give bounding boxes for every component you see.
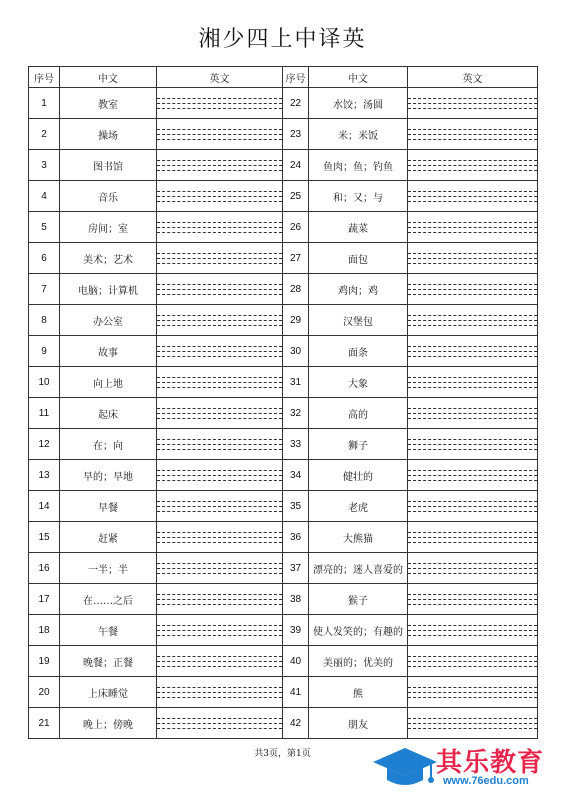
row-number: 17 bbox=[29, 584, 60, 615]
answer-dashed-line bbox=[408, 537, 537, 538]
row-number: 9 bbox=[29, 336, 60, 367]
brand-logo-text: 其乐教育 bbox=[436, 748, 545, 778]
chinese-term: 赶紧 bbox=[60, 522, 157, 553]
row-number: 36 bbox=[283, 522, 309, 553]
english-answer-blank[interactable] bbox=[157, 553, 283, 584]
answer-dashed-line bbox=[408, 165, 537, 166]
answer-dashed-line bbox=[408, 315, 537, 316]
answer-dashed-line bbox=[157, 506, 282, 507]
answer-dashed-line bbox=[157, 666, 282, 667]
answer-dashed-line bbox=[157, 232, 282, 233]
answer-dashed-line bbox=[157, 253, 282, 254]
answer-dashed-line bbox=[157, 439, 282, 440]
answer-dashed-line bbox=[408, 356, 537, 357]
answer-dashed-line bbox=[157, 320, 282, 321]
english-answer-blank[interactable] bbox=[157, 181, 283, 212]
english-answer-blank[interactable] bbox=[157, 398, 283, 429]
answer-dashed-line bbox=[408, 687, 537, 688]
answer-dashed-line bbox=[157, 532, 282, 533]
chinese-term: 教室 bbox=[60, 88, 157, 119]
english-answer-blank[interactable] bbox=[408, 491, 538, 522]
english-answer-blank[interactable] bbox=[157, 150, 283, 181]
english-answer-blank[interactable] bbox=[408, 119, 538, 150]
english-answer-blank[interactable] bbox=[408, 305, 538, 336]
row-number: 12 bbox=[29, 429, 60, 460]
english-answer-blank[interactable] bbox=[157, 677, 283, 708]
answer-dashed-line bbox=[157, 413, 282, 414]
answer-dashed-line bbox=[157, 511, 282, 512]
answer-dashed-line bbox=[157, 139, 282, 140]
answer-dashed-line bbox=[408, 134, 537, 135]
english-answer-blank[interactable] bbox=[157, 88, 283, 119]
answer-dashed-line bbox=[157, 656, 282, 657]
answer-dashed-line bbox=[408, 475, 537, 476]
table-row bbox=[29, 708, 538, 739]
chinese-term: 上床睡觉 bbox=[60, 677, 157, 708]
answer-dashed-line bbox=[157, 604, 282, 605]
english-answer-blank[interactable] bbox=[408, 150, 538, 181]
answer-dashed-line bbox=[157, 165, 282, 166]
english-answer-blank[interactable] bbox=[157, 212, 283, 243]
chinese-term: 大象 bbox=[309, 367, 408, 398]
answer-dashed-line bbox=[157, 346, 282, 347]
answer-dashed-line bbox=[157, 470, 282, 471]
answer-dashed-line bbox=[157, 315, 282, 316]
row-number: 35 bbox=[283, 491, 309, 522]
chinese-term: 蔬菜 bbox=[309, 212, 408, 243]
answer-dashed-line bbox=[157, 191, 282, 192]
english-answer-blank[interactable] bbox=[408, 212, 538, 243]
english-answer-blank[interactable] bbox=[157, 646, 283, 677]
answer-dashed-line bbox=[157, 692, 282, 693]
row-number: 21 bbox=[29, 708, 60, 739]
table-row bbox=[29, 119, 538, 150]
answer-dashed-line bbox=[157, 542, 282, 543]
table-row bbox=[29, 212, 538, 243]
answer-dashed-line bbox=[408, 568, 537, 569]
table-row bbox=[29, 88, 538, 119]
table-row bbox=[29, 305, 538, 336]
table-row bbox=[29, 429, 538, 460]
row-number: 26 bbox=[283, 212, 309, 243]
answer-dashed-line bbox=[408, 346, 537, 347]
chinese-term: 办公室 bbox=[60, 305, 157, 336]
english-answer-blank[interactable] bbox=[408, 553, 538, 584]
chinese-term: 一半；半 bbox=[60, 553, 157, 584]
answer-dashed-line bbox=[408, 382, 537, 383]
answer-dashed-line bbox=[408, 604, 537, 605]
english-answer-blank[interactable] bbox=[157, 119, 283, 150]
english-answer-blank[interactable] bbox=[408, 336, 538, 367]
answer-dashed-line bbox=[157, 475, 282, 476]
answer-dashed-line bbox=[157, 630, 282, 631]
answer-dashed-line bbox=[408, 532, 537, 533]
answer-dashed-line bbox=[408, 480, 537, 481]
answer-dashed-line bbox=[408, 661, 537, 662]
answer-dashed-line bbox=[157, 449, 282, 450]
answer-dashed-line bbox=[408, 325, 537, 326]
chinese-term: 美丽的；优美的 bbox=[309, 646, 408, 677]
answer-dashed-line bbox=[408, 599, 537, 600]
row-number: 4 bbox=[29, 181, 60, 212]
row-number: 13 bbox=[29, 460, 60, 491]
english-answer-blank[interactable] bbox=[408, 522, 538, 553]
row-number: 19 bbox=[29, 646, 60, 677]
english-answer-blank[interactable] bbox=[408, 460, 538, 491]
answer-dashed-line bbox=[157, 201, 282, 202]
chinese-term: 向上地 bbox=[60, 367, 157, 398]
answer-dashed-line bbox=[408, 625, 537, 626]
answer-dashed-line bbox=[157, 382, 282, 383]
answer-dashed-line bbox=[157, 325, 282, 326]
answer-dashed-line bbox=[157, 227, 282, 228]
row-number: 25 bbox=[283, 181, 309, 212]
row-number: 10 bbox=[29, 367, 60, 398]
answer-dashed-line bbox=[408, 129, 537, 130]
chinese-term: 米；米饭 bbox=[309, 119, 408, 150]
chinese-term: 晚上；傍晚 bbox=[60, 708, 157, 739]
answer-dashed-line bbox=[157, 625, 282, 626]
table-row bbox=[29, 243, 538, 274]
answer-dashed-line bbox=[157, 573, 282, 574]
chinese-term: 健壮的 bbox=[309, 460, 408, 491]
english-answer-blank[interactable] bbox=[408, 584, 538, 615]
chinese-term: 房间；室 bbox=[60, 212, 157, 243]
answer-dashed-line bbox=[408, 377, 537, 378]
row-number: 32 bbox=[283, 398, 309, 429]
answer-dashed-line bbox=[157, 687, 282, 688]
answer-dashed-line bbox=[408, 408, 537, 409]
answer-dashed-line bbox=[157, 170, 282, 171]
chinese-term: 漂亮的；迷人喜爱的 bbox=[309, 553, 408, 584]
answer-dashed-line bbox=[408, 387, 537, 388]
row-number: 22 bbox=[283, 88, 309, 119]
answer-dashed-line bbox=[408, 630, 537, 631]
row-number: 30 bbox=[283, 336, 309, 367]
table-row bbox=[29, 460, 538, 491]
answer-dashed-line bbox=[157, 418, 282, 419]
row-number: 5 bbox=[29, 212, 60, 243]
english-answer-blank[interactable] bbox=[157, 305, 283, 336]
header-cn: 中文 bbox=[60, 67, 157, 88]
answer-dashed-line bbox=[157, 103, 282, 104]
answer-dashed-line bbox=[408, 191, 537, 192]
answer-dashed-line bbox=[157, 129, 282, 130]
answer-dashed-line bbox=[408, 573, 537, 574]
chinese-term: 起床 bbox=[60, 398, 157, 429]
chinese-term: 水饺；汤圆 bbox=[309, 88, 408, 119]
answer-dashed-line bbox=[408, 418, 537, 419]
row-number: 42 bbox=[283, 708, 309, 739]
header-no: 序号 bbox=[29, 67, 60, 88]
table-row bbox=[29, 274, 538, 305]
answer-dashed-line bbox=[408, 449, 537, 450]
row-number: 6 bbox=[29, 243, 60, 274]
vocab-table bbox=[28, 66, 538, 739]
english-answer-blank[interactable] bbox=[157, 336, 283, 367]
answer-dashed-line bbox=[157, 222, 282, 223]
page-title: 湘少四上中译英 bbox=[198, 27, 367, 52]
header-no: 序号 bbox=[283, 67, 309, 88]
page-footer: 共3页，第1页 bbox=[254, 749, 311, 759]
answer-dashed-line bbox=[157, 480, 282, 481]
table-row bbox=[29, 615, 538, 646]
row-number: 23 bbox=[283, 119, 309, 150]
table-row bbox=[29, 336, 538, 367]
answer-dashed-line bbox=[157, 661, 282, 662]
row-number: 16 bbox=[29, 553, 60, 584]
answer-dashed-line bbox=[157, 356, 282, 357]
table-row bbox=[29, 584, 538, 615]
answer-dashed-line bbox=[408, 258, 537, 259]
chinese-term: 高的 bbox=[309, 398, 408, 429]
english-answer-blank[interactable] bbox=[408, 708, 538, 739]
table-row bbox=[29, 522, 538, 553]
answer-dashed-line bbox=[157, 258, 282, 259]
answer-dashed-line bbox=[408, 723, 537, 724]
answer-dashed-line bbox=[408, 501, 537, 502]
table-row bbox=[29, 398, 538, 429]
answer-dashed-line bbox=[157, 284, 282, 285]
header-cn: 中文 bbox=[309, 67, 408, 88]
english-answer-blank[interactable] bbox=[408, 615, 538, 646]
answer-dashed-line bbox=[408, 139, 537, 140]
row-number: 40 bbox=[283, 646, 309, 677]
answer-dashed-line bbox=[408, 511, 537, 512]
answer-dashed-line bbox=[408, 439, 537, 440]
answer-dashed-line bbox=[157, 98, 282, 99]
row-number: 27 bbox=[283, 243, 309, 274]
row-number: 34 bbox=[283, 460, 309, 491]
english-answer-blank[interactable] bbox=[408, 181, 538, 212]
english-answer-blank[interactable] bbox=[157, 460, 283, 491]
row-number: 1 bbox=[29, 88, 60, 119]
answer-dashed-line bbox=[408, 170, 537, 171]
english-answer-blank[interactable] bbox=[408, 677, 538, 708]
answer-dashed-line bbox=[157, 108, 282, 109]
answer-dashed-line bbox=[408, 160, 537, 161]
chinese-term: 晚餐；正餐 bbox=[60, 646, 157, 677]
answer-dashed-line bbox=[408, 289, 537, 290]
chinese-term: 猴子 bbox=[309, 584, 408, 615]
chinese-term: 图书馆 bbox=[60, 150, 157, 181]
table-row bbox=[29, 491, 538, 522]
answer-dashed-line bbox=[157, 196, 282, 197]
english-answer-blank[interactable] bbox=[157, 584, 283, 615]
answer-dashed-line bbox=[408, 718, 537, 719]
english-answer-blank[interactable] bbox=[157, 367, 283, 398]
chinese-term: 熊 bbox=[309, 677, 408, 708]
english-answer-blank[interactable] bbox=[157, 274, 283, 305]
chinese-term: 早的；早地 bbox=[60, 460, 157, 491]
answer-dashed-line bbox=[408, 594, 537, 595]
chinese-term: 汉堡包 bbox=[309, 305, 408, 336]
chinese-term: 狮子 bbox=[309, 429, 408, 460]
answer-dashed-line bbox=[408, 294, 537, 295]
table-header-row bbox=[29, 67, 538, 88]
chinese-term: 大熊猫 bbox=[309, 522, 408, 553]
header-en: 英文 bbox=[157, 67, 283, 88]
chinese-term: 音乐 bbox=[60, 181, 157, 212]
english-answer-blank[interactable] bbox=[408, 88, 538, 119]
answer-dashed-line bbox=[157, 594, 282, 595]
answer-dashed-line bbox=[408, 470, 537, 471]
row-number: 8 bbox=[29, 305, 60, 336]
answer-dashed-line bbox=[157, 728, 282, 729]
chinese-term: 鱼肉；鱼；钓鱼 bbox=[309, 150, 408, 181]
answer-dashed-line bbox=[157, 501, 282, 502]
row-number: 3 bbox=[29, 150, 60, 181]
answer-dashed-line bbox=[408, 103, 537, 104]
row-number: 38 bbox=[283, 584, 309, 615]
chinese-term: 午餐 bbox=[60, 615, 157, 646]
row-number: 37 bbox=[283, 553, 309, 584]
answer-dashed-line bbox=[157, 289, 282, 290]
answer-dashed-line bbox=[408, 320, 537, 321]
table-row bbox=[29, 553, 538, 584]
chinese-term: 在……之后 bbox=[60, 584, 157, 615]
answer-dashed-line bbox=[157, 351, 282, 352]
chinese-term: 朋友 bbox=[309, 708, 408, 739]
row-number: 33 bbox=[283, 429, 309, 460]
answer-dashed-line bbox=[408, 351, 537, 352]
table-row bbox=[29, 677, 538, 708]
answer-dashed-line bbox=[408, 196, 537, 197]
answer-dashed-line bbox=[408, 692, 537, 693]
row-number: 28 bbox=[283, 274, 309, 305]
chinese-term: 在；向 bbox=[60, 429, 157, 460]
answer-dashed-line bbox=[157, 387, 282, 388]
chinese-term: 和；又；与 bbox=[309, 181, 408, 212]
chinese-term: 面条 bbox=[309, 336, 408, 367]
answer-dashed-line bbox=[408, 728, 537, 729]
row-number: 41 bbox=[283, 677, 309, 708]
chinese-term: 使人发笑的；有趣的 bbox=[309, 615, 408, 646]
table-row bbox=[29, 181, 538, 212]
chinese-term: 操场 bbox=[60, 119, 157, 150]
chinese-term: 老虎 bbox=[309, 491, 408, 522]
answer-dashed-line bbox=[408, 284, 537, 285]
answer-dashed-line bbox=[408, 444, 537, 445]
answer-dashed-line bbox=[408, 413, 537, 414]
answer-dashed-line bbox=[408, 201, 537, 202]
row-number: 2 bbox=[29, 119, 60, 150]
row-number: 31 bbox=[283, 367, 309, 398]
row-number: 18 bbox=[29, 615, 60, 646]
chinese-term: 早餐 bbox=[60, 491, 157, 522]
answer-dashed-line bbox=[157, 568, 282, 569]
answer-dashed-line bbox=[408, 506, 537, 507]
answer-dashed-line bbox=[408, 697, 537, 698]
answer-dashed-line bbox=[408, 542, 537, 543]
english-answer-blank[interactable] bbox=[408, 646, 538, 677]
english-answer-blank[interactable] bbox=[408, 429, 538, 460]
english-answer-blank[interactable] bbox=[157, 615, 283, 646]
answer-dashed-line bbox=[157, 723, 282, 724]
answer-dashed-line bbox=[157, 377, 282, 378]
row-number: 29 bbox=[283, 305, 309, 336]
english-answer-blank[interactable] bbox=[408, 367, 538, 398]
row-number: 11 bbox=[29, 398, 60, 429]
answer-dashed-line bbox=[408, 108, 537, 109]
chinese-term: 电脑；计算机 bbox=[60, 274, 157, 305]
answer-dashed-line bbox=[408, 666, 537, 667]
table-row bbox=[29, 646, 538, 677]
answer-dashed-line bbox=[157, 408, 282, 409]
header-en: 英文 bbox=[408, 67, 538, 88]
answer-dashed-line bbox=[157, 563, 282, 564]
chinese-term: 故事 bbox=[60, 336, 157, 367]
row-number: 15 bbox=[29, 522, 60, 553]
answer-dashed-line bbox=[157, 444, 282, 445]
english-answer-blank[interactable] bbox=[157, 491, 283, 522]
answer-dashed-line bbox=[408, 635, 537, 636]
answer-dashed-line bbox=[408, 222, 537, 223]
english-answer-blank[interactable] bbox=[157, 522, 283, 553]
row-number: 39 bbox=[283, 615, 309, 646]
english-answer-blank[interactable] bbox=[157, 243, 283, 274]
row-number: 24 bbox=[283, 150, 309, 181]
answer-dashed-line bbox=[408, 227, 537, 228]
english-answer-blank[interactable] bbox=[157, 708, 283, 739]
answer-dashed-line bbox=[157, 294, 282, 295]
table-row bbox=[29, 367, 538, 398]
answer-dashed-line bbox=[408, 563, 537, 564]
chinese-term: 美术；艺术 bbox=[60, 243, 157, 274]
answer-dashed-line bbox=[408, 98, 537, 99]
chinese-term: 鸡肉；鸡 bbox=[309, 274, 408, 305]
answer-dashed-line bbox=[157, 263, 282, 264]
answer-dashed-line bbox=[157, 537, 282, 538]
english-answer-blank[interactable] bbox=[408, 398, 538, 429]
answer-dashed-line bbox=[157, 134, 282, 135]
english-answer-blank[interactable] bbox=[408, 243, 538, 274]
answer-dashed-line bbox=[408, 656, 537, 657]
answer-dashed-line bbox=[157, 635, 282, 636]
row-number: 14 bbox=[29, 491, 60, 522]
brand-url: www.76edu.com bbox=[443, 775, 529, 787]
english-answer-blank[interactable] bbox=[408, 274, 538, 305]
answer-dashed-line bbox=[157, 599, 282, 600]
english-answer-blank[interactable] bbox=[157, 429, 283, 460]
answer-dashed-line bbox=[157, 160, 282, 161]
chinese-term: 面包 bbox=[309, 243, 408, 274]
answer-dashed-line bbox=[157, 718, 282, 719]
table-row bbox=[29, 150, 538, 181]
answer-dashed-line bbox=[157, 697, 282, 698]
answer-dashed-line bbox=[408, 232, 537, 233]
answer-dashed-line bbox=[408, 263, 537, 264]
row-number: 7 bbox=[29, 274, 60, 305]
answer-dashed-line bbox=[408, 253, 537, 254]
row-number: 20 bbox=[29, 677, 60, 708]
